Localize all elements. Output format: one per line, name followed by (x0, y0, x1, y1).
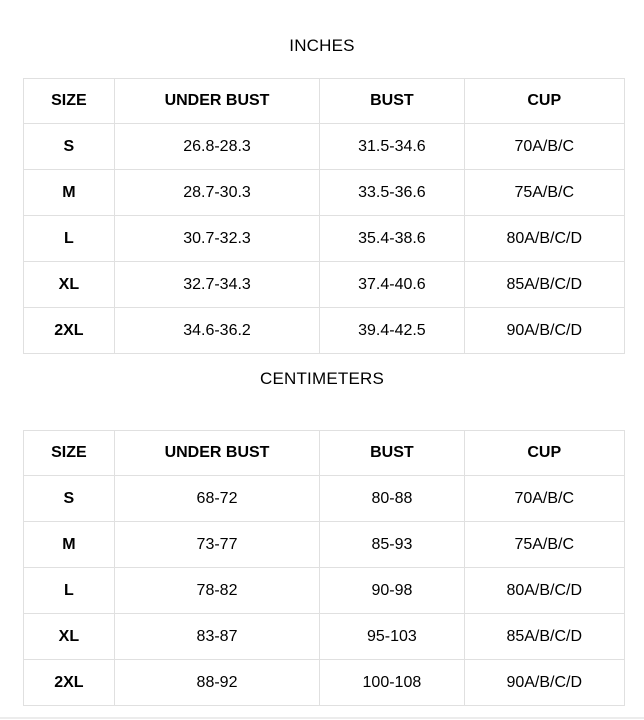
measurement-cell: 75A/B/C (464, 170, 624, 216)
measurement-cell: 85A/B/C/D (464, 262, 624, 308)
measurement-cell: 70A/B/C (464, 476, 624, 522)
column-header: BUST (320, 79, 464, 124)
table-row (24, 308, 625, 354)
inches-table-body (24, 124, 625, 354)
size-label-cell: 2XL (24, 308, 115, 354)
measurement-cell: 85A/B/C/D (464, 614, 624, 660)
column-header: CUP (464, 79, 624, 124)
measurement-cell: 28.7-30.3 (114, 170, 320, 216)
column-header: SIZE (24, 79, 115, 124)
table-row (24, 522, 625, 568)
table-row (24, 216, 625, 262)
measurement-cell: 83-87 (114, 614, 320, 660)
measurement-cell: 90A/B/C/D (464, 308, 624, 354)
measurement-cell: 100-108 (320, 660, 464, 706)
measurement-cell: 68-72 (114, 476, 320, 522)
measurement-cell: 78-82 (114, 568, 320, 614)
inches-size-table (23, 78, 625, 354)
measurement-cell: 73-77 (114, 522, 320, 568)
measurement-cell: 80A/B/C/D (464, 216, 624, 262)
section-divider (0, 717, 644, 719)
measurement-cell: 88-92 (114, 660, 320, 706)
measurement-cell: 80A/B/C/D (464, 568, 624, 614)
size-label-cell: S (24, 476, 115, 522)
measurement-cell: 95-103 (320, 614, 464, 660)
measurement-cell: 34.6-36.2 (114, 308, 320, 354)
inches-table-header (24, 79, 625, 124)
table-row (24, 124, 625, 170)
measurement-cell: 80-88 (320, 476, 464, 522)
inches-section-title: INCHES (289, 36, 355, 55)
size-label-cell: M (24, 170, 115, 216)
measurement-cell: 39.4-42.5 (320, 308, 464, 354)
measurement-cell: 35.4-38.6 (320, 216, 464, 262)
table-row (24, 660, 625, 706)
table-row (24, 614, 625, 660)
measurement-cell: 37.4-40.6 (320, 262, 464, 308)
size-label-cell: M (24, 522, 115, 568)
measurement-cell: 32.7-34.3 (114, 262, 320, 308)
measurement-cell: 90-98 (320, 568, 464, 614)
centimeters-size-table (23, 430, 625, 706)
table-row (24, 568, 625, 614)
measurement-cell: 85-93 (320, 522, 464, 568)
measurement-cell: 90A/B/C/D (464, 660, 624, 706)
header-row (24, 431, 625, 476)
table-row (24, 170, 625, 216)
measurement-cell: 31.5-34.6 (320, 124, 464, 170)
size-label-cell: 2XL (24, 660, 115, 706)
size-label-cell: S (24, 124, 115, 170)
size-label-cell: L (24, 216, 115, 262)
centimeters-table-body (24, 476, 625, 706)
size-label-cell: XL (24, 262, 115, 308)
header-row (24, 79, 625, 124)
column-header: CUP (464, 431, 624, 476)
size-label-cell: XL (24, 614, 115, 660)
column-header: BUST (320, 431, 464, 476)
measurement-cell: 70A/B/C (464, 124, 624, 170)
centimeters-table-header (24, 431, 625, 476)
table-row (24, 476, 625, 522)
table-row (24, 262, 625, 308)
column-header: SIZE (24, 431, 115, 476)
measurement-cell: 33.5-36.6 (320, 170, 464, 216)
measurement-cell: 26.8-28.3 (114, 124, 320, 170)
size-label-cell: L (24, 568, 115, 614)
column-header: UNDER BUST (114, 79, 320, 124)
centimeters-section-title: CENTIMETERS (259, 369, 385, 388)
measurement-cell: 75A/B/C (464, 522, 624, 568)
column-header: UNDER BUST (114, 431, 320, 476)
measurement-cell: 30.7-32.3 (114, 216, 320, 262)
